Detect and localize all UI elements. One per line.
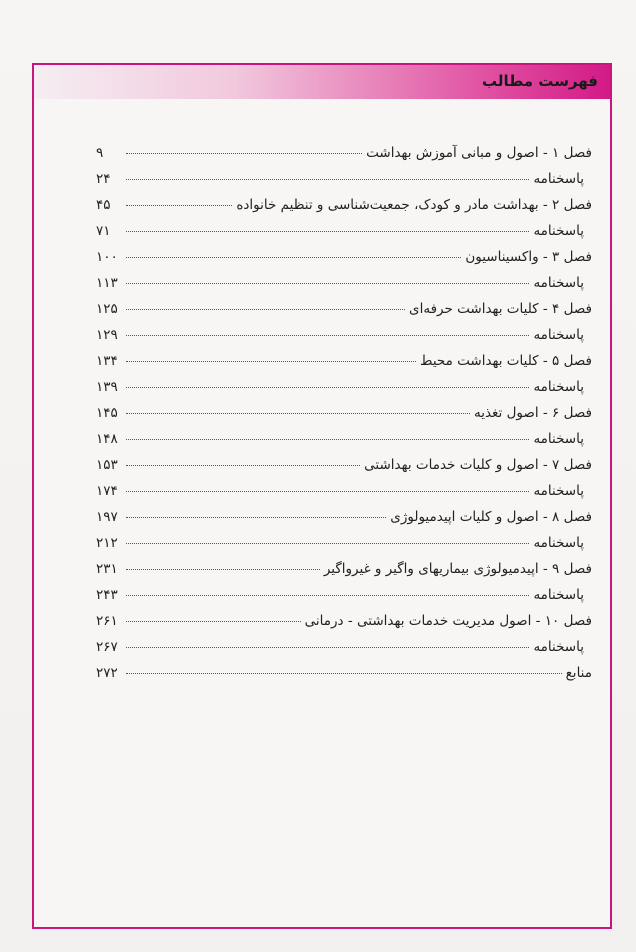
toc-page-number: ۲۷۲: [96, 665, 118, 681]
dot-leader: [126, 517, 386, 518]
toc-page-number: ۱۰۰: [96, 249, 118, 265]
toc-page-number: ۱۹۷: [96, 509, 118, 525]
toc-entry-label: پاسخنامه: [533, 223, 584, 239]
toc-entry-label: فصل ۱۰ - اصول مدیریت خدمات بهداشتی - درمانی: [304, 613, 592, 629]
page-title: فهرست مطالب: [482, 72, 598, 90]
toc-page-number: ۲۱۲: [96, 535, 118, 551]
toc-answer-row[interactable]: [96, 275, 592, 301]
toc-page-number: ۱۲۹: [96, 327, 118, 343]
dot-leader: [126, 491, 529, 492]
toc-page-number: ۱۴۵: [96, 405, 118, 421]
dot-leader: [126, 231, 529, 232]
dot-leader: [126, 283, 529, 284]
toc-answer-row[interactable]: [96, 535, 592, 561]
toc-page-number: ۱۳۴: [96, 353, 118, 369]
toc-entry-label: فصل ۷ - اصول و کلیات خدمات بهداشتی: [364, 457, 592, 473]
dot-leader: [126, 309, 405, 310]
dot-leader: [126, 387, 529, 388]
toc-chapter-row[interactable]: [96, 561, 592, 587]
toc-entry-label: پاسخنامه: [533, 379, 584, 395]
toc-chapter-row[interactable]: [96, 405, 592, 431]
toc-answer-row[interactable]: [96, 327, 592, 353]
toc-entry-label: فصل ۳ - واکسیناسیون: [465, 249, 592, 265]
dot-leader: [126, 569, 320, 570]
toc-entry-label: فصل ۴ - کلیات بهداشت حرفه‌ای: [409, 301, 592, 317]
dot-leader: [126, 595, 529, 596]
toc-entry-label: پاسخنامه: [533, 171, 584, 187]
toc-page-number: ۲۴: [96, 171, 111, 187]
toc-page-number: ۱۷۴: [96, 483, 118, 499]
toc-page-number: ۱۴۸: [96, 431, 118, 447]
toc-chapter-row[interactable]: [96, 665, 592, 691]
toc-entry-label: پاسخنامه: [533, 275, 584, 291]
dot-leader: [126, 621, 301, 622]
toc-page-number: ۱۲۵: [96, 301, 118, 317]
dot-leader: [126, 179, 529, 180]
dot-leader: [126, 361, 416, 362]
toc-chapter-row[interactable]: [96, 353, 592, 379]
toc-page-number: ۱۱۳: [96, 275, 118, 291]
toc-entry-label: فصل ۸ - اصول و کلیات اپیدمیولوژی: [390, 509, 592, 525]
toc-entry-label: منابع: [565, 665, 592, 681]
toc-entry-label: فصل ۹ - اپیدمیولوژی بیماریهای واگیر و غیرواگیر: [323, 561, 592, 577]
toc-page-number: ۹: [96, 145, 104, 161]
dot-leader: [126, 257, 461, 258]
content-frame: [32, 63, 612, 929]
toc-chapter-row[interactable]: [96, 613, 592, 639]
toc-entry-label: پاسخنامه: [533, 483, 584, 499]
toc-page-number: ۲۶۱: [96, 613, 118, 629]
toc-entry-label: پاسخنامه: [533, 587, 584, 603]
header-bar: [34, 65, 610, 99]
dot-leader: [126, 205, 232, 206]
toc-entry-label: فصل ۲ - بهداشت مادر و کودک، جمعیت‌شناسی و تنظیم خانواده: [236, 197, 592, 213]
toc-answer-row[interactable]: [96, 639, 592, 665]
toc-chapter-row[interactable]: [96, 197, 592, 223]
toc-answer-row[interactable]: [96, 483, 592, 509]
toc-entry-label: پاسخنامه: [533, 535, 584, 551]
toc-entry-label: پاسخنامه: [533, 431, 584, 447]
toc-page-number: ۱۳۹: [96, 379, 118, 395]
toc-chapter-row[interactable]: [96, 145, 592, 171]
toc-chapter-row[interactable]: [96, 457, 592, 483]
toc-page-number: ۲۳۱: [96, 561, 118, 577]
dot-leader: [126, 153, 362, 154]
toc-answer-row[interactable]: [96, 379, 592, 405]
toc-answer-row[interactable]: [96, 223, 592, 249]
table-of-contents: [96, 145, 592, 691]
toc-page-number: ۱۵۳: [96, 457, 118, 473]
toc-page-number: ۲۴۳: [96, 587, 118, 603]
toc-chapter-row[interactable]: [96, 509, 592, 535]
toc-entry-label: فصل ۱ - اصول و مبانی آموزش بهداشت: [366, 145, 592, 161]
dot-leader: [126, 673, 562, 674]
toc-answer-row[interactable]: [96, 431, 592, 457]
toc-page-number: ۷۱: [96, 223, 111, 239]
toc-chapter-row[interactable]: [96, 301, 592, 327]
toc-entry-label: فصل ۵ - کلیات بهداشت محیط: [420, 353, 592, 369]
toc-page-number: ۴۵: [96, 197, 111, 213]
dot-leader: [126, 335, 529, 336]
toc-entry-label: فصل ۶ - اصول تغذیه: [473, 405, 592, 421]
toc-entry-label: پاسخنامه: [533, 639, 584, 655]
dot-leader: [126, 439, 529, 440]
toc-page-number: ۲۶۷: [96, 639, 118, 655]
dot-leader: [126, 647, 529, 648]
toc-answer-row[interactable]: [96, 171, 592, 197]
dot-leader: [126, 465, 360, 466]
dot-leader: [126, 413, 470, 414]
toc-answer-row[interactable]: [96, 587, 592, 613]
dot-leader: [126, 543, 529, 544]
toc-entry-label: پاسخنامه: [533, 327, 584, 343]
toc-chapter-row[interactable]: [96, 249, 592, 275]
